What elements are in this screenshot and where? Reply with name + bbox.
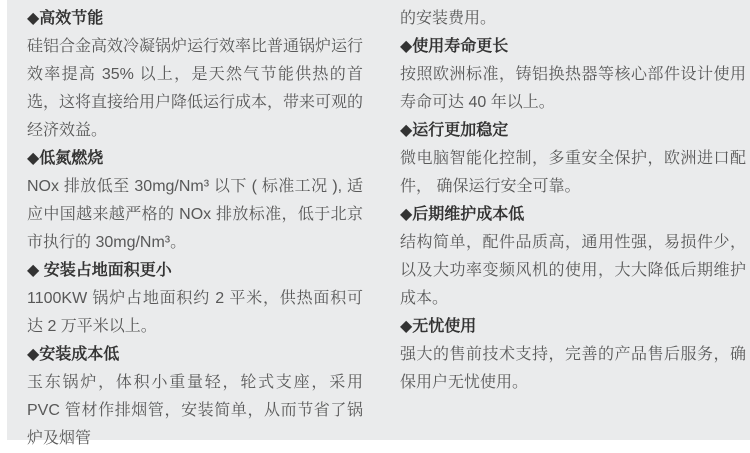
feature-heading-long-lifespan: ◆使用寿命更长 xyxy=(400,38,509,55)
two-column-layout xyxy=(27,5,750,453)
right-column xyxy=(400,5,746,453)
feature-paragraph-install-cost-continued: 的安装费用。 xyxy=(400,10,497,27)
feature-paragraph-low-install-cost: 玉东锅炉，体积小重量轻，轮式支座，采用 PVC 管材作排烟管，安装简单，从而节省了锅炉及烟管 xyxy=(27,374,368,447)
feature-heading-worry-free: ◆无忧使用 xyxy=(400,318,477,335)
feature-paragraph-small-footprint: 1100KW 锅炉占地面积约 2 平米，供热面积可达 2 万平米以上。 xyxy=(27,290,363,335)
feature-paragraph-low-maintenance: 结构简单，配件品质高，通用性强，易损件少，以及大功率变频风机的使用，大大降低后期维护成本。 xyxy=(400,234,746,307)
feature-heading-energy-saving: ◆高效节能 xyxy=(27,10,104,27)
feature-heading-low-nox: ◆低氮燃烧 xyxy=(27,150,104,167)
feature-paragraph-worry-free: 强大的售前技术支持，完善的产品售后服务，确保用户无忧使用。 xyxy=(400,346,746,391)
left-column xyxy=(27,5,368,453)
features-panel xyxy=(7,0,750,447)
feature-heading-small-footprint: ◆ 安装占地面积更小 xyxy=(27,262,172,279)
feature-paragraph-energy-saving: 硅铝合金高效冷凝锅炉运行效率比普通锅炉运行效率提高 35% 以上，是天然气节能供热的首选，这将直接给用户降低运行成本，带来可观的经济效益。 xyxy=(27,38,364,139)
feature-paragraph-stable-operation: 微电脑智能化控制，多重安全保护，欧洲进口配件， 确保运行安全可靠。 xyxy=(400,150,746,195)
feature-heading-low-maintenance: ◆后期维护成本低 xyxy=(400,206,525,223)
feature-heading-stable-operation: ◆运行更加稳定 xyxy=(400,122,509,139)
feature-heading-low-install-cost: ◆安装成本低 xyxy=(27,346,120,363)
feature-paragraph-long-lifespan: 按照欧洲标准，铸铝换热器等核心部件设计使用寿命可达 40 年以上。 xyxy=(400,66,746,111)
feature-paragraph-low-nox: NOx 排放低至 30mg/Nm³ 以下 ( 标准工况 ), 适应中国越来越严格的 NOx 排放标准，低于北京市执行的 30mg/Nm³。 xyxy=(27,178,363,251)
